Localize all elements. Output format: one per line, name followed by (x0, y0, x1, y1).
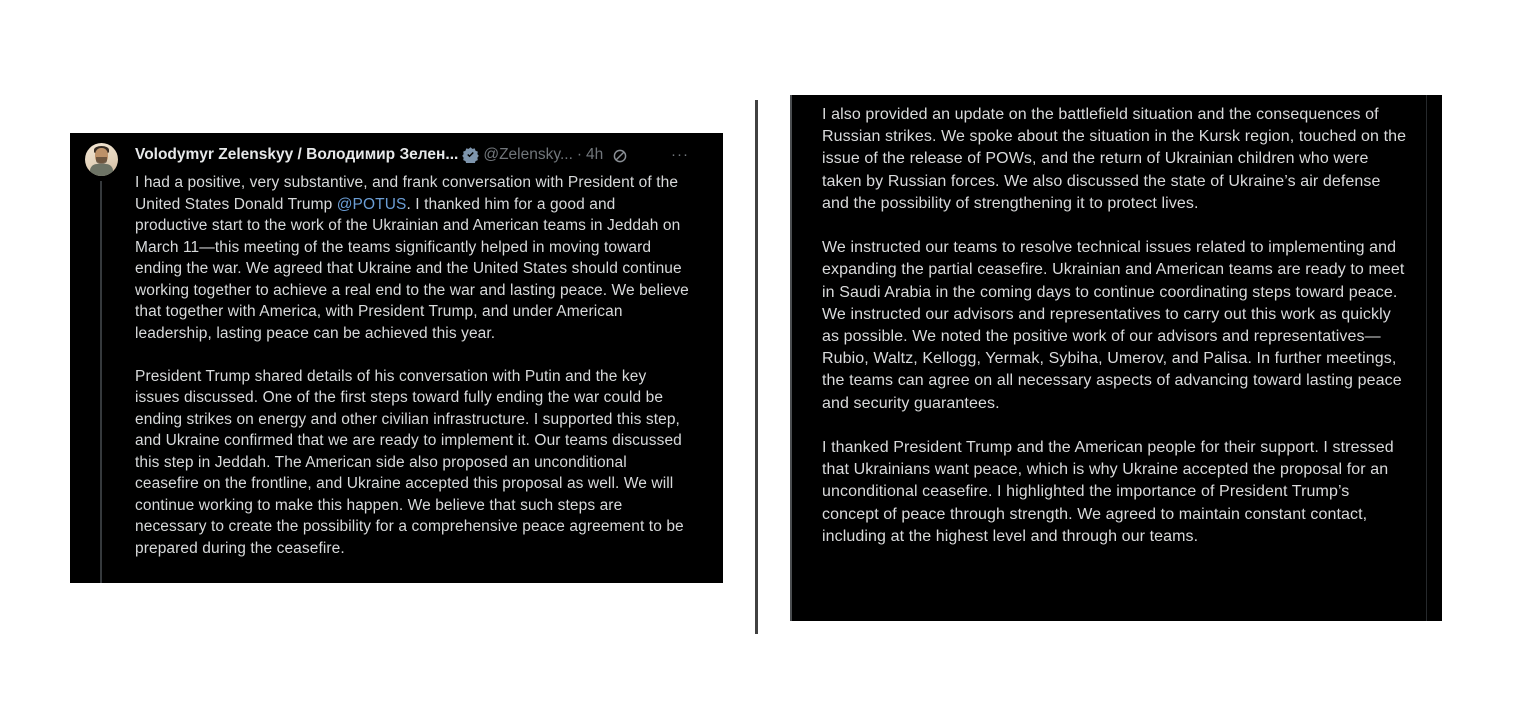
author-display-name[interactable]: Volodymyr Zelenskyy / Володимир Зелен... (135, 146, 459, 163)
tweet-paragraph: I thanked President Trump and the American people for their support. I stressed that Ukrainians want peace, which is why Ukraine accepted the proposal for an unconditional ceasefire. I highlighted the importance of President Trump’s concept of peace through strength. We agreed to maintain constant contact, including at the highest level and through our teams. (822, 439, 1394, 545)
tweet-panel-left (70, 133, 723, 583)
timestamp[interactable]: 4h (586, 146, 604, 163)
meta-separator: · (576, 146, 583, 163)
avatar-beard (96, 157, 107, 164)
tweet-body-right (822, 104, 1410, 548)
avatar[interactable] (85, 143, 118, 176)
tweet-paragraph: I also provided an update on the battlefield situation and the consequences of Russian strikes. We spoke about the situation in the Kursk region, touched on the issue of the release of POWs, and the return of Ukrainian children who were taken by Russian forces. We also discussed the state of Ukraine’s air defense and the possibility of strengthening it to protect lives. (822, 106, 1407, 212)
tweet-text-segment: I had a positive, very substantive, and frank conversation with President of the United States Donald Trump (135, 174, 679, 213)
tweet-paragraph (135, 172, 691, 344)
tweet-content (135, 144, 691, 559)
thread-connector-line (100, 181, 102, 583)
tweet-body-left (135, 172, 691, 559)
author-handle[interactable]: @Zelensky... (483, 146, 573, 163)
mention-link-potus[interactable]: @POTUS (336, 195, 407, 213)
tweet-paragraph: We instructed our teams to resolve technical issues related to implementing and expanding the partial ceasefire. Ukrainian and American teams are ready to meet in Saudi Arabia in the coming days to continue coordinating steps toward peace. We instructed our advisors and representatives to carry out this work as quickly as possible. We noted the positive work of our advisors and representatives—Rubio, Waltz, Kellogg, Yermak, Sybiha, Umerov, and Palisa. In further meetings, the teams can agree on all necessary aspects of advancing toward lasting peace and security guarantees. (822, 239, 1405, 412)
tweet-text-segment: . I thanked him for a good and productive start to the work of the Ukrainian and American teams in Jeddah on March 11—this meeting of the teams significantly helped in moving toward ending the war. We agreed that Ukraine and the United States should continue working together to achieve a real end to the war and lasting peace. We believe that together with America, with President Trump, and under American leadership, lasting peace can be achieved this year. (135, 195, 689, 342)
avatar-torso (90, 164, 113, 176)
slashed-circle-icon (612, 148, 628, 164)
more-options-button[interactable]: ··· (671, 146, 689, 163)
tweet-header (135, 144, 691, 165)
column-edge-line (1426, 95, 1427, 621)
tweet-paragraph: President Trump shared details of his conversation with Putin and the key issues discussed. One of the first steps toward fully ending the war could be ending strikes on energy and other civilian infrastructure. I supported this step, and Ukraine confirmed that we are ready to implement it. Our teams discussed this step in Jeddah. The American side also proposed an unconditional ceasefire on the frontline, and Ukraine accepted this proposal as well. We will continue working to make this happen. We believe that such steps are necessary to create the possibility for a comprehensive peace agreement to be prepared during the ceasefire. (135, 367, 684, 557)
tweet-panel-right (790, 95, 1442, 621)
verified-badge-icon (462, 146, 479, 163)
panel-divider-line (755, 100, 758, 634)
